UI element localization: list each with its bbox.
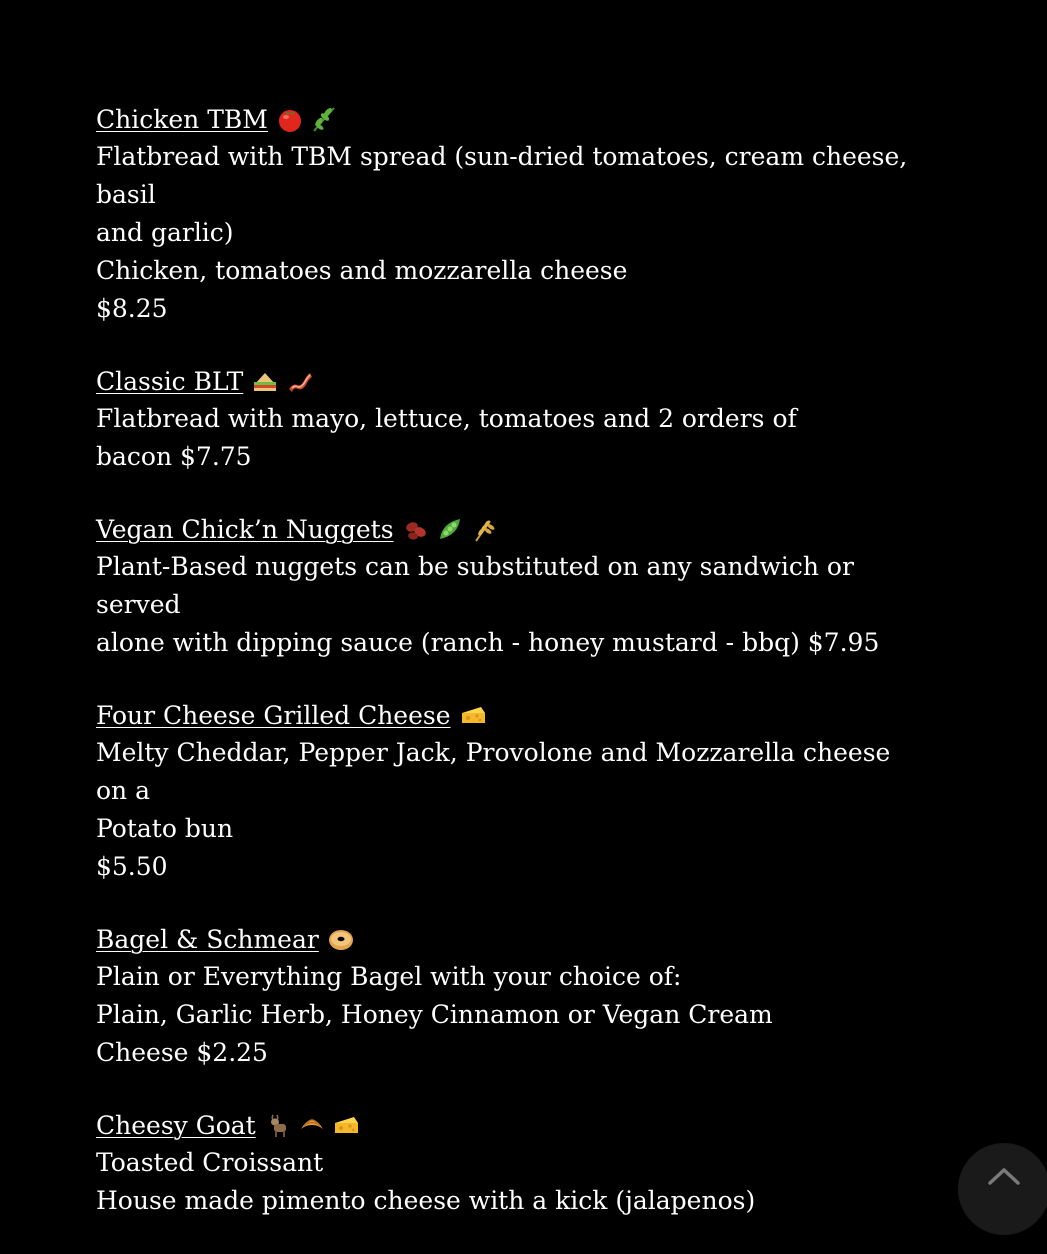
menu-item-description: Melty Cheddar, Pepper Jack, Provolone and Mozzarella cheese on a	[96, 738, 891, 805]
wheat-icon	[470, 515, 498, 543]
menu-item-header	[96, 696, 916, 734]
menu-item-description: House made pimento cheese with a kick (jalapenos)	[96, 1186, 756, 1215]
menu-item-price: $5.50	[96, 852, 168, 881]
chevron-up-icon	[986, 1165, 1022, 1187]
bagel-icon	[327, 925, 355, 953]
cheese-icon	[459, 701, 487, 729]
pea-pod-icon	[436, 515, 464, 543]
menu-item-description: Plain, Garlic Herb, Honey Cinnamon or Vegan Cream	[96, 1000, 773, 1029]
menu-item-title[interactable]: Classic BLT	[96, 366, 244, 396]
menu-item-description: Flatbread with mayo, lettuce, tomatoes and 2 orders of	[96, 404, 797, 433]
menu-item-description: Chicken, tomatoes and mozzarella cheese	[96, 256, 628, 285]
menu-list	[96, 100, 916, 1254]
menu-item-description: Potato bun	[96, 814, 234, 843]
menu-item-header	[96, 1106, 916, 1144]
sandwich-icon	[251, 367, 279, 395]
menu-item-description: Plant-Based nuggets can be substituted on any sandwich or served	[96, 552, 854, 619]
scroll-to-top-button[interactable]	[958, 1143, 1047, 1235]
menu-item-price: $8.25	[96, 294, 168, 323]
menu-item-icons	[264, 1111, 360, 1139]
herb-icon	[310, 105, 338, 133]
menu-item-header	[96, 100, 916, 138]
menu-item-title[interactable]: Cheesy Goat	[96, 1110, 256, 1140]
menu-item-bagel-schmear	[96, 920, 916, 1072]
menu-item-header	[96, 510, 916, 548]
tomato-icon	[276, 105, 304, 133]
menu-item-price: bacon $7.75	[96, 442, 252, 471]
menu-item-title[interactable]: Vegan Chick’n Nuggets	[96, 514, 394, 544]
menu-item-icons	[276, 105, 338, 133]
menu-item-header	[96, 920, 916, 958]
croissant-icon	[298, 1111, 326, 1139]
menu-item-icons	[327, 925, 355, 953]
menu-item-description: and garlic)	[96, 218, 234, 247]
menu-item-description: Plain or Everything Bagel with your choice of:	[96, 962, 682, 991]
beans-icon	[402, 515, 430, 543]
menu-item-description: Toasted Croissant	[96, 1148, 324, 1177]
menu-item-cheesy-goat	[96, 1106, 916, 1220]
menu-item-icons	[459, 701, 487, 729]
menu-item-title[interactable]: Bagel & Schmear	[96, 924, 319, 954]
menu-item-icons	[251, 367, 313, 395]
menu-item-header	[96, 362, 916, 400]
bacon-icon	[285, 367, 313, 395]
menu-item-vegan-nuggets	[96, 510, 916, 662]
menu-item-description: Flatbread with TBM spread (sun-dried tomatoes, cream cheese, basil	[96, 142, 908, 209]
menu-item-title[interactable]: Chicken TBM	[96, 104, 268, 134]
menu-item-chicken-tbm	[96, 100, 916, 328]
menu-item-title[interactable]: Four Cheese Grilled Cheese	[96, 700, 451, 730]
menu-item-classic-blt	[96, 362, 916, 476]
menu-item-four-cheese	[96, 696, 916, 886]
menu-item-price: alone with dipping sauce (ranch - honey mustard - bbq) $7.95	[96, 628, 880, 657]
menu-item-price: Cheese $2.25	[96, 1038, 268, 1067]
cheese-icon	[332, 1111, 360, 1139]
menu-item-icons	[402, 515, 498, 543]
goat-icon	[264, 1111, 292, 1139]
